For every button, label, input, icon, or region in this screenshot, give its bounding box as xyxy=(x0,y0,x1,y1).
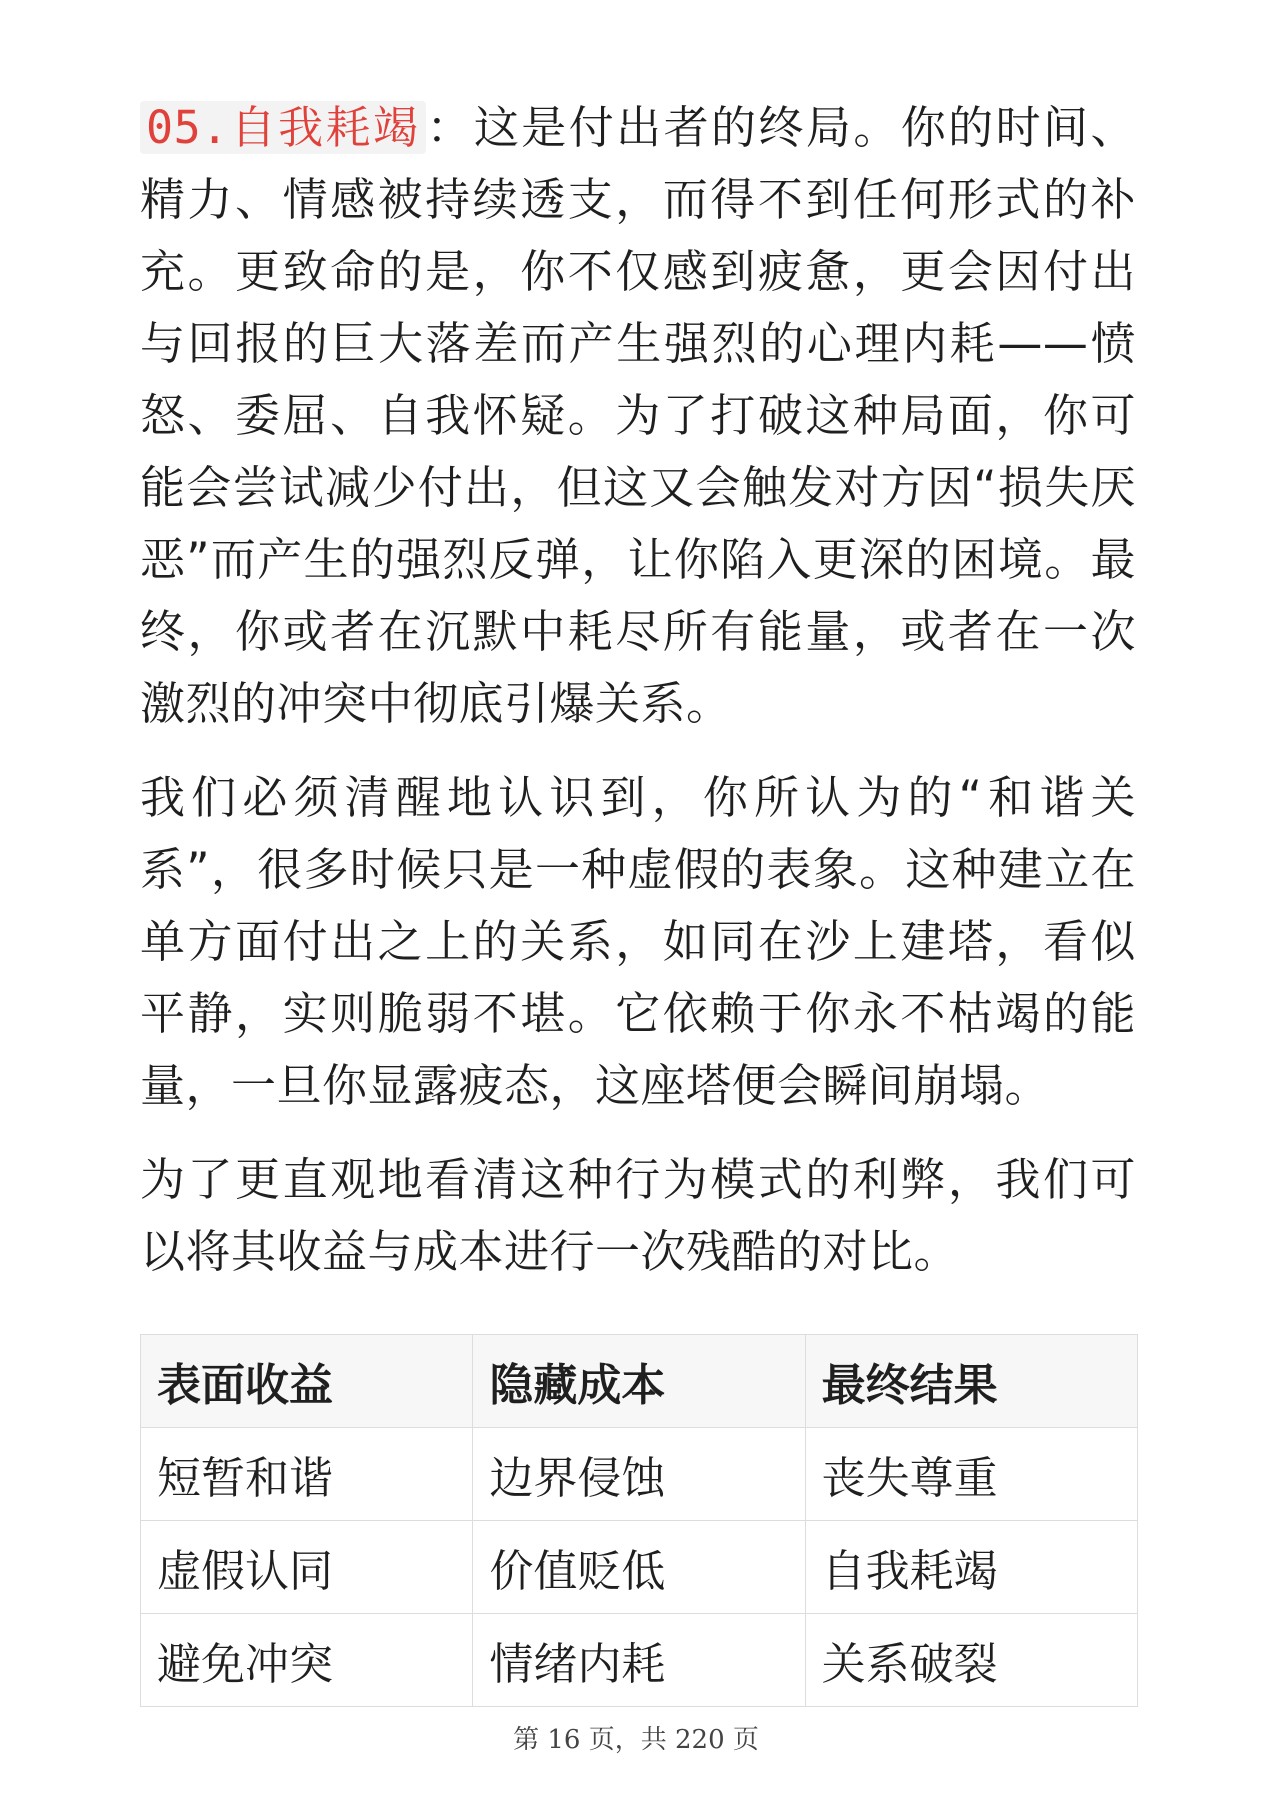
table-cell: 丧失尊重 xyxy=(805,1428,1137,1521)
section-number: 05. xyxy=(146,101,229,154)
table-cell: 关系破裂 xyxy=(805,1614,1137,1707)
table-header-row xyxy=(141,1335,1138,1428)
table-cell: 情绪内耗 xyxy=(473,1614,805,1707)
comparison-table xyxy=(140,1334,1138,1707)
section-colon: ： xyxy=(426,101,474,154)
table-row xyxy=(141,1614,1138,1707)
table-cell: 虚假认同 xyxy=(141,1521,473,1614)
table-cell: 边界侵蚀 xyxy=(473,1428,805,1521)
table-row xyxy=(141,1521,1138,1614)
document-body xyxy=(140,92,1136,1310)
paragraph-1 xyxy=(140,92,1136,740)
paragraph-3: 为了更直观地看清这种行为模式的利弊，我们可以将其收益与成本进行一次残酷的对比。 xyxy=(140,1153,1136,1278)
paragraph-1-text: 这是付出者的终局。你的时间、精力、情感被持续透支，而得不到任何形式的补充。更致命的是，你不仅感到疲惫，更会因付出与回报的巨大落差而产生强烈的心理内耗——愤怒、委屈、自我怀疑。为了打破这种局面，你可能会尝试减少付出，但这又会触发对方因“损失厌恶”而产生的强烈反弹，让你陷入更深的困境。最终，你或者在沉默中耗尽所有能量，或者在一次激烈的冲突中彻底引爆关系。 xyxy=(140,101,1136,730)
table-cell: 价值贬低 xyxy=(473,1521,805,1614)
paragraph-2: 我们必须清醒地认识到，你所认为的“和谐关系”，很多时候只是一种虚假的表象。这种建立在单方面付出之上的关系，如同在沙上建塔，看似平静，实则脆弱不堪。它依赖于你永不枯竭的能量，一旦你显露疲态，这座塔便会瞬间崩塌。 xyxy=(140,771,1136,1112)
table-header-cell: 最终结果 xyxy=(805,1335,1137,1428)
table-header-cell: 表面收益 xyxy=(141,1335,473,1428)
section-title: 自我耗竭 xyxy=(228,101,421,154)
table-cell: 短暂和谐 xyxy=(141,1428,473,1521)
table-cell: 避免冲突 xyxy=(141,1614,473,1707)
table-cell: 自我耗竭 xyxy=(805,1521,1137,1614)
table-header-cell: 隐藏成本 xyxy=(473,1335,805,1428)
section-heading-highlight xyxy=(140,101,426,154)
comparison-table-container xyxy=(140,1334,1138,1707)
table-row xyxy=(141,1428,1138,1521)
page-footer: 第 16 页，共 220 页 xyxy=(513,1725,759,1755)
